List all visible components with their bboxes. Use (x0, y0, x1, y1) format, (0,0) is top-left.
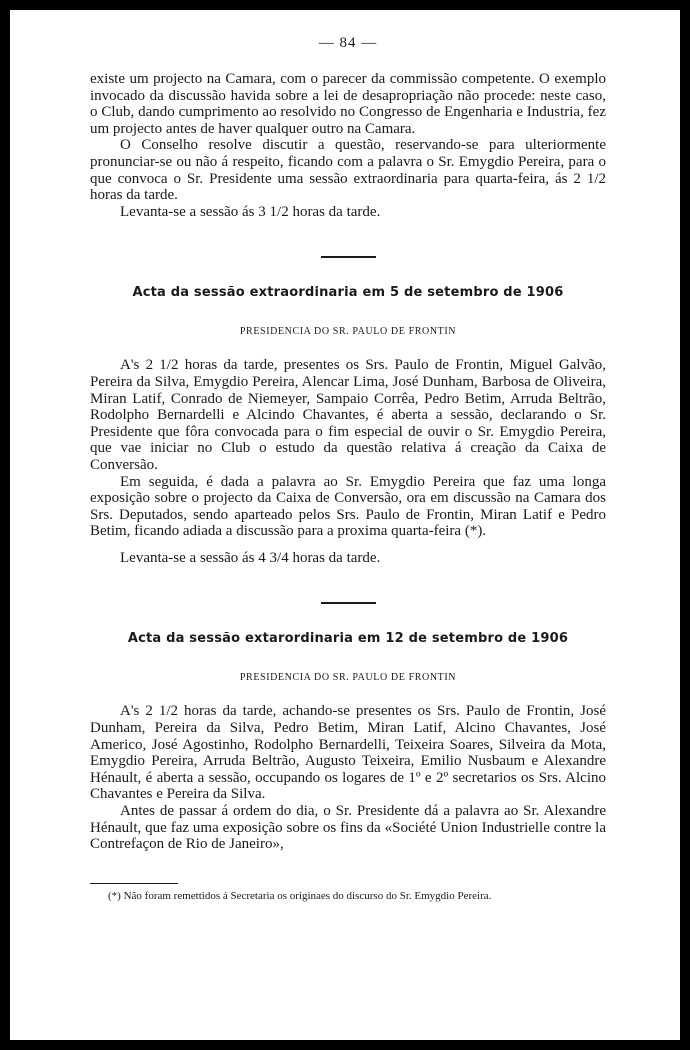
intro-paragraph-2: O Conselho resolve discutir a questão, reservando-se para ulteriormente pronunciar-se ou não á respeito, ficando com a palavra o Sr. Emygdio Pereira, para o que convoca o Sr. Presidente uma sessão extraordinaria para quarta-feira, ás 2 1/2 horas da tarde. (90, 137, 606, 204)
section-2-paragraph-1: A's 2 1/2 horas da tarde, achando-se presentes os Srs. Paulo de Frontin, José Dunham, Pereira da Silva, Pedro Betim, Miran Latif, Alcino Chavantes, José Americo, José Agostinho, Rodolpho Bernardelli, Teixeira Soares, Silveira da Mota, Emygdio Pereira, Arruda Beltrão, Augusto Teixeira, Emilio Nusbaum e Alexandre Hénault, é aberta a sessão, occupando os logares de 1º e 2º secretarios os Srs. Alcino Chavantes e Pereira da Silva. (90, 703, 606, 803)
section-1-paragraph-2: Em seguida, é dada a palavra ao Sr. Emygdio Pereira que faz uma longa exposição sobre o projecto da Caixa de Conversão, ora em discussão na Camara dos Srs. Deputados, sendo aparteado pelos Srs. Paulo de Frontin, Miran Latif e Pedro Betim, ficando adiada a discussão para a proxima quarta-feira (*). (90, 473, 606, 540)
section-divider (321, 256, 376, 258)
footnote-divider (90, 883, 178, 884)
footnote: (*) Não foram remettidos á Secretaria os originaes do discurso do Sr. Emygdio Pereira. (108, 889, 492, 902)
page-number: — 84 — (318, 35, 378, 51)
page-content (90, 10, 606, 902)
document-page (10, 10, 680, 1040)
section-1-paragraph-1: A's 2 1/2 horas da tarde, presentes os Srs. Paulo de Frontin, Miguel Galvão, Pereira da Silva, Emygdio Pereira, Alencar Lima, José Dunham, Barbosa de Oliveira, Miran Latif, Conrado de Niemeyer, Sampaio Corrêa, Pedro Betim, Arruda Beltrão, Rodolpho Bernardelli e Alcindo Chavantes, é aberta a sessão, declarando o Sr. Presidente que fôra convocada para o fim especial de ouvir o Sr. Emygdio Pereira, que vae iniciar no Club o estudo da questão relativa á creação da Caixa de Conversão. (90, 357, 606, 473)
section-2-title: Acta da sessão extarordinaria em 12 de setembro de 1906 (127, 631, 569, 647)
intro-paragraph-3: Levanta-se a sessão ás 3 1/2 horas da tarde. (120, 203, 381, 220)
section-1-paragraph-3: Levanta-se a sessão ás 4 3/4 horas da tarde. (120, 549, 381, 566)
section-divider (321, 602, 376, 604)
intro-paragraph-1: existe um projecto na Camara, com o parecer da commissão competente. O exemplo invocado da discussão havida sobre a lei de desapropriação não procede: neste caso, o Club, dando cumprimento ao resolvido no Congresso de Engenharia e Industria, fez um projecto antes de haver qualquer outro na Camara. (90, 71, 606, 137)
section-1-presidency: PRESIDENCIA DO SR. PAULO DE FRONTIN (239, 326, 457, 338)
section-2-presidency: PRESIDENCIA DO SR. PAULO DE FRONTIN (239, 672, 457, 684)
section-2-paragraph-2: Antes de passar á ordem do dia, o Sr. Presidente dá a palavra ao Sr. Alexandre Hénault, que faz uma exposição sobre os fins da «Société Union Industrielle contre la Contrefaçon de Rio de Janeiro», (90, 803, 606, 853)
section-1-title: Acta da sessão extraordinaria em 5 de setembro de 1906 (132, 285, 564, 301)
